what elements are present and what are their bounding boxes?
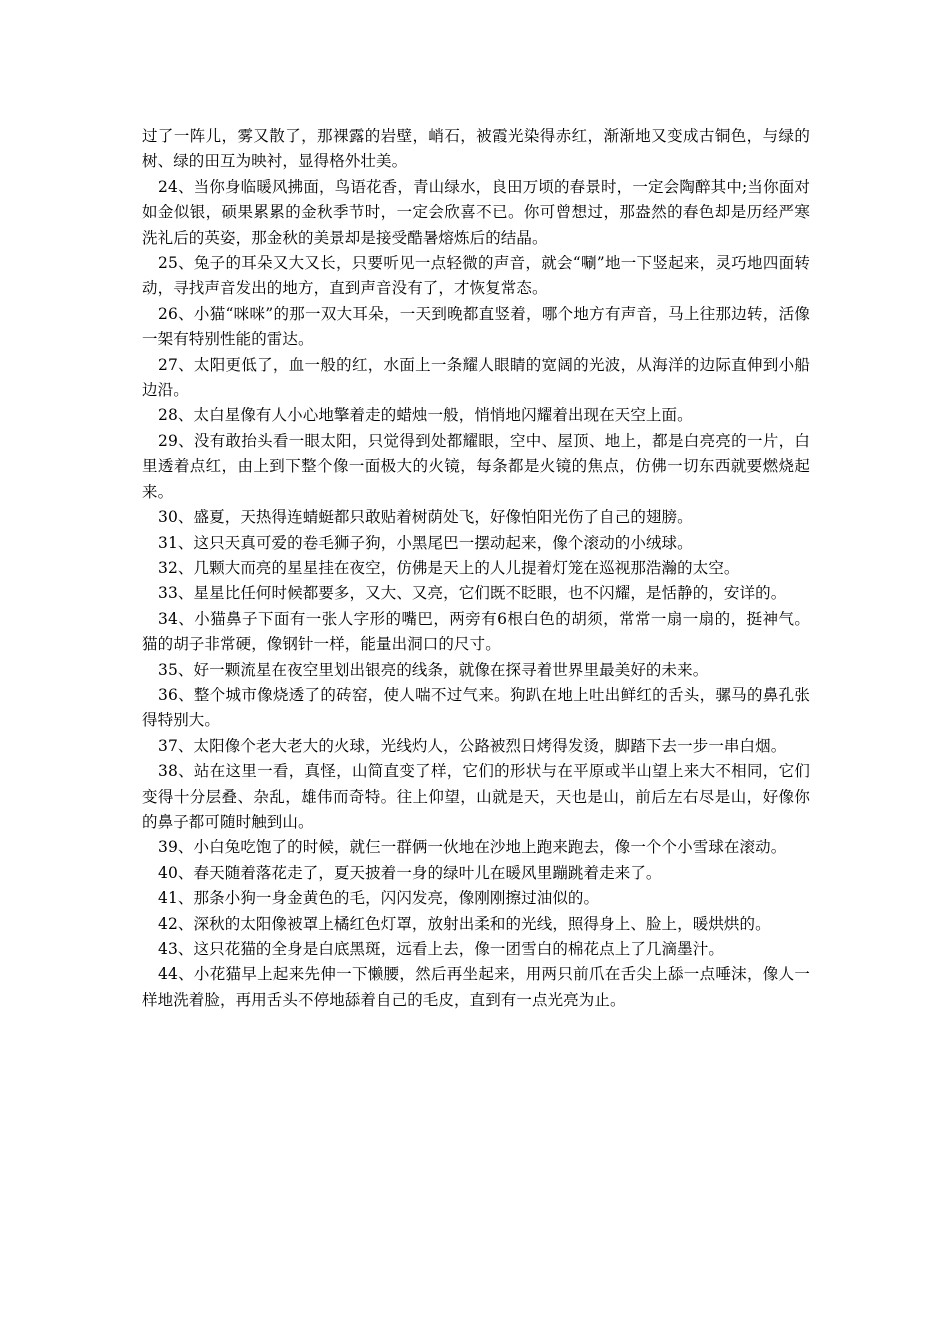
paragraph-31: 31、这只天真可爱的卷毛狮子狗，小黑尾巴一摆动起来，像个滚动的小绒球。 (158, 533, 693, 552)
paragraph-35: 35、好一颗流星在夜空里划出银亮的线条，就像在探寻着世界里最美好的未来。 (158, 660, 709, 679)
paragraph-27: 27、太阳更低了，血一般的红，水面上一条耀人眼睛的宽阔的光波，从海洋的边际直伸到小船边沿。 (142, 355, 810, 400)
paragraph-39: 39、小白兔吃饱了的时候，就仨一群俩一伙地在沙地上跑来跑去，像一个个小雪球在滚动。 (158, 838, 787, 857)
paragraph-44: 44、小花猫早上起来先伸一下懒腰，然后再坐起来，用两只前爪在舌尖上舔一点唾沫，像人一样地洗着脸，再用舌头不停地舔着自己的毛皮，直到有一点光亮为止。 (142, 965, 810, 1009)
paragraph-24: 24、当你身临暖风拂面，鸟语花香，青山绿水，良田万顷的春景时，一定会陶醉其中;当你面对如金似银，硕果累累的金秋季节时，一定会欣喜不已。你可曾想过，那盎然的春色却是历经严寒洗礼后的英姿，那金秋的美景却是接受酷暑熔炼后的结晶。 (142, 177, 810, 247)
paragraph-29: 29、没有敢抬头看一眼太阳，只觉得到处都耀眼，空中、屋顶、地上，都是白亮亮的一片，白里透着点红，由上到下整个像一面极大的火镜，每条都是火镜的焦点，仿佛一切东西就要燃烧起来。 (142, 431, 810, 501)
paragraph-28: 28、太白星像有人小心地擎着走的蜡烛一般，悄悄地闪耀着出现在天空上面。 (158, 406, 693, 425)
paragraph-0: 过了一阵儿，雾又散了，那裸露的岩壁，峭石，被霞光染得赤红，渐渐地又变成古铜色，与绿的树、绿的田互为映衬，显得格外壮美。 (142, 127, 810, 171)
paragraph-25: 25、兔子的耳朵又大又长，只要听见一点轻微的声音，就会“唰”地一下竖起来，灵巧地四面转动，寻找声音发出的地方，直到声音没有了，才恢复常态。 (142, 254, 810, 298)
paragraph-34: 34、小猫鼻子下面有一张人字形的嘴巴，两旁有6根白色的胡须，常常一扇一扇的，挺神气。猫的胡子非常硬，像钢针一样，能量出洞口的尺寸。 (142, 609, 810, 654)
paragraph-42: 42、深秋的太阳像被罩上橘红色灯罩，放射出柔和的光线，照得身上、脸上，暖烘烘的。 (158, 914, 771, 933)
paragraph-43: 43、这只花猫的全身是白底黑斑，远看上去，像一团雪白的棉花点上了几滴墨汁。 (158, 940, 724, 958)
paragraph-32: 32、几颗大而亮的星星挂在夜空，仿佛是天上的人儿提着灯笼在巡视那浩瀚的太空。 (158, 558, 740, 577)
document-page (142, 124, 810, 1013)
paragraph-41: 41、那条小狗一身金黄色的毛，闪闪发亮，像刚刚擦过油似的。 (158, 889, 600, 908)
paragraph-30: 30、盛夏，天热得连蜻蜓都只敢贴着树荫处飞，好像怕阳光伤了自己的翅膀。 (158, 508, 693, 527)
paragraph-38: 38、站在这里一看，真怪，山简直变了样，它们的形状与在平原或半山望上来大不相同，它们变得十分层叠、杂乱，雄伟而奇特。往上仰望，山就是天，天也是山，前后左右尽是山，好像你的鼻子都可随时触到山。 (142, 762, 810, 831)
paragraph-37: 37、太阳像个老大老大的火球，光线灼人，公路被烈日烤得发烫，脚踏下去一步一串白烟。 (158, 736, 787, 755)
paragraph-40: 40、春天随着落花走了，夏天披着一身的绿叶儿在暖风里蹦跳着走来了。 (158, 863, 662, 882)
paragraph-26: 26、小猫“咪咪”的那一双大耳朵，一天到晚都直竖着，哪个地方有声音，马上往那边转，活像一架有特别性能的雷达。 (142, 304, 810, 349)
paragraph-36: 36、整个城市像烧透了的砖窑，使人喘不过气来。狗趴在地上吐出鲜红的舌头，骡马的鼻孔张得特别大。 (142, 685, 810, 730)
paragraph-33: 33、星星比任何时候都要多，又大、又亮，它们既不眨眼，也不闪耀，是恬静的，安详的。 (158, 584, 787, 603)
